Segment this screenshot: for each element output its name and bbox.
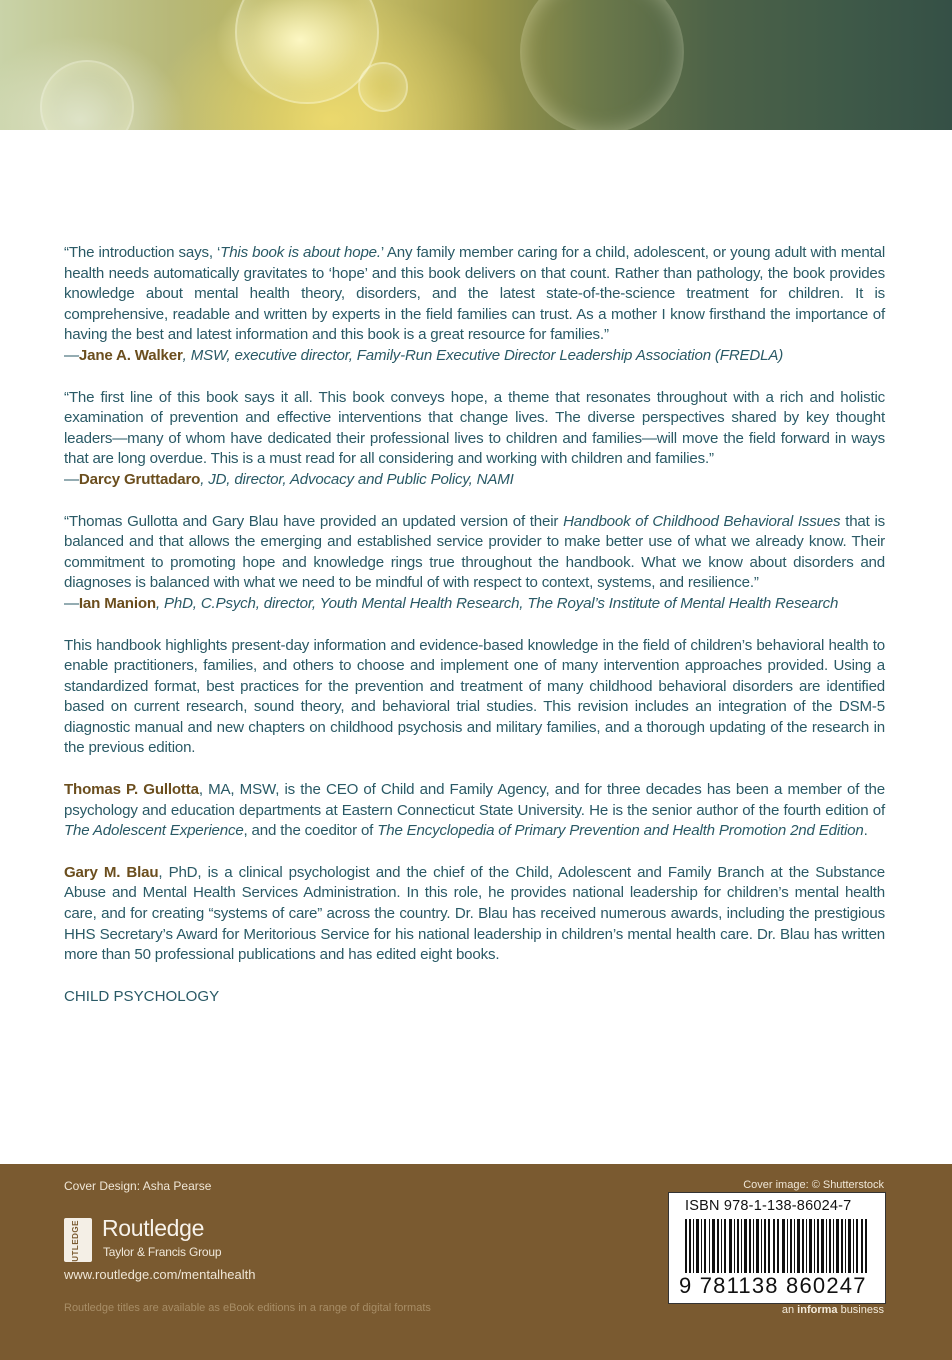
informa-tagline: an informa business	[781, 1304, 884, 1316]
book-title-italic: The Adolescent Experience	[64, 822, 244, 840]
review-quote-italic: This book is about hope.	[220, 244, 381, 261]
review-attribution: —Jane A. Walker, MSW, executive director, Family-Run Executive Director Leadership Association (FREDLA)	[64, 346, 784, 364]
review-text: “The introduction says, ‘	[64, 244, 221, 261]
bio-blau: Gary M. Blau, PhD, is a clinical psychologist and the chief of the Child, Adolescent and Family Branch at the Substance Abuse and Mental Health Services Administration. In this role, he provides national leadership for children’s mental health care, and for creating “systems of care” across the country. Dr. Blau has received numerous awards, including the prestigious HHS Secretary’s Award for Meritorious Service for his national leadership in children’s mental health care. Dr. Blau has written more than 50 professional publications and has edited eight books.	[64, 863, 886, 964]
routledge-logo-icon: ROUTLEDGE	[64, 1218, 92, 1262]
barcode-digits: 9 781138 860247	[679, 1273, 877, 1299]
reviewer-role: , JD, director, Advocacy and Public Policy, NAMI	[200, 470, 514, 488]
back-cover-text	[64, 243, 885, 1007]
isbn-label: ISBN 978-1-138-86024-7	[685, 1198, 852, 1214]
subject-category: CHILD PSYCHOLOGY	[64, 987, 220, 1005]
book-title-italic: Handbook of Childhood Behavioral Issues	[563, 512, 841, 530]
barcode-icon	[679, 1219, 875, 1281]
publisher-group: Taylor & Francis Group	[103, 1245, 222, 1259]
reviewer-role: , MSW, executive director, Family-Run Executive Director Leadership Association (FREDLA)	[182, 346, 784, 364]
reviewer-name: Darcy Gruttadaro	[78, 470, 201, 488]
publisher-url[interactable]: www.routledge.com/mentalhealth	[64, 1267, 256, 1282]
book-description	[64, 636, 885, 760]
reviewer-name: Jane A. Walker	[78, 346, 183, 364]
reviewer-name: Ian Manion	[78, 594, 156, 612]
review-walker	[64, 243, 885, 367]
cover-design-credit: Cover Design: Asha Pearse	[64, 1179, 212, 1193]
book-title-italic: The Encyclopedia of Primary Prevention and Health Promotion 2nd Edition	[377, 822, 864, 840]
cover-image-credit: Cover image: © Shutterstock	[743, 1179, 884, 1191]
isbn-barcode	[668, 1192, 886, 1304]
description-text: This handbook highlights present-day information and evidence-based knowledge in the field of children’s behavioral health to enable practitioners, families, and others to choose and implement one of many intervention approaches provided. Using a standardized format, best practices for the prevention and treatment of many childhood behavioral disorders are identified based on current research, sound theory, and behavioral trial studies. This revision includes an integration of the DSM-5 diagnostic manual and new chapters on childhood psychosis and military families, and a thorough updating of the research in the previous edition.	[64, 636, 885, 757]
ebook-note: Routledge titles are available as eBook editions in a range of digital formats	[64, 1302, 431, 1314]
review-attribution: —Darcy Gruttadaro, JD, director, Advocacy and Public Policy, NAMI	[64, 470, 514, 488]
review-text: ’ Any family member caring for a child, adolescent, or young adult with mental health needs automatically gravitates to ‘hope’ and this book delivers on that count. Rather than pathology, the book provides knowledge about mental health theory, disorders, and the latest state-of-the-science treatment for children. It is comprehensive, readable and written by experts in the field families can trust. As a mother I know firsthand the importance of having the best and latest information and this book is a great resource for families.”	[64, 244, 885, 344]
review-text: that is balanced and that allows the emerging and established service provider to make better use of what we already know. Their commitment to promoting hope and knowledge rings true throughout the handbook. What we know about disorders and diagnoses is balanced with what we need to be mindful of with respect to context, systems, and resilience.”	[64, 512, 886, 592]
publisher-name: Routledge	[102, 1215, 205, 1241]
author-name: Gary M. Blau	[64, 863, 159, 881]
reviewer-role: , PhD, C.Psych, director, Youth Mental Health Research, The Royal’s Institute of Mental Health Research	[155, 594, 839, 612]
review-text: “Thomas Gullotta and Gary Blau have provided an updated version of their	[64, 512, 564, 530]
review-attribution: —Ian Manion, PhD, C.Psych, director, Youth Mental Health Research, The Royal’s Institute of Mental Health Research	[64, 594, 839, 612]
review-manion	[64, 512, 885, 615]
bio-gullotta: Thomas P. Gullotta, MA, MSW, is the CEO of Child and Family Agency, and for three decades has been a member of the psychology and education departments at Eastern Connecticut State University. He is the senior author of the fourth edition of The Adolescent Experience, and the coeditor of The Encyclopedia of Primary Prevention and Health Promotion 2nd Edition.	[64, 781, 885, 840]
cover-hero-image	[0, 0, 952, 130]
author-name: Thomas P. Gullotta	[64, 781, 199, 799]
cover-footer-band	[0, 1164, 952, 1360]
review-text: “The first line of this book says it all. This book conveys hope, a theme that resonates throughout with a rich and holistic examination of prevention and effective interventions that change lives. The diverse perspectives shared by key thought leaders—many of whom have dedicated their professional lives to children and families—will move the field forward in ways that are long overdue. This is a must read for all considering and working with children and families.”	[64, 388, 885, 468]
review-gruttadaro	[64, 388, 885, 491]
